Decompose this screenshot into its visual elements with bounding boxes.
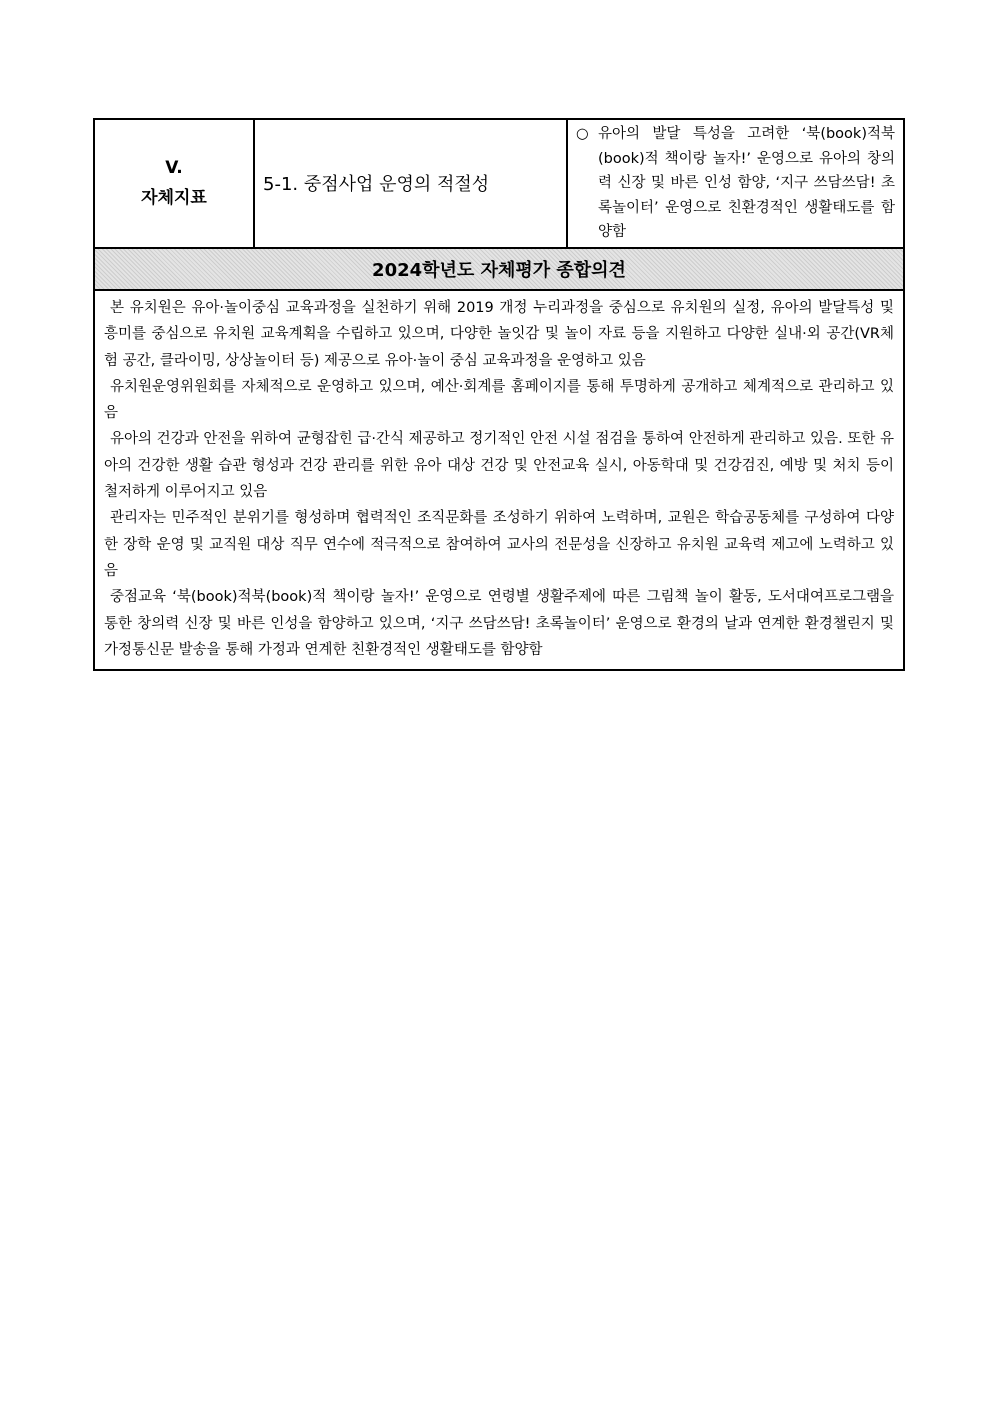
evaluation-document bbox=[93, 118, 905, 671]
summary-body-row bbox=[94, 290, 904, 670]
circle-bullet-icon: ○ bbox=[576, 126, 589, 142]
indicator-category-number: V. bbox=[165, 158, 183, 179]
evaluation-table bbox=[93, 118, 905, 671]
indicator-item-cell bbox=[254, 119, 567, 248]
summary-title-cell bbox=[94, 248, 904, 290]
indicator-description-cell bbox=[567, 119, 904, 248]
indicator-category-label: 자체지표 bbox=[141, 188, 207, 209]
indicator-category-cell bbox=[94, 119, 254, 248]
summary-paragraph: 본 유치원은 유아·놀이중심 교육과정을 실천하기 위해 2019 개정 누리과정을 중심으로 유치원의 실정, 유아의 발달특성 및 흥미를 중심으로 유치원 교육계획을 수립하고 있으며, 다양한 놀잇감 및 놀이 자료 등을 지원하고 다양한 실내·외 공간(VR체험 공간, 클라이밍, 상상놀이터 등) 제공으로 유아·놀이 중심 교육과정을 운영하고 있음 bbox=[104, 299, 894, 369]
summary-title-row bbox=[94, 248, 904, 290]
summary-body-cell bbox=[94, 290, 904, 670]
summary-paragraph: 유아의 건강과 안전을 위하여 균형잡힌 급·간식 제공하고 정기적인 안전 시설 점검을 통하여 안전하게 관리하고 있음. 또한 유아의 건강한 생활 습관 형성과 건강 관리를 위한 유아 대상 건강 및 안전교육 실시, 아동학대 및 건강검진, 예방 및 처치 등이 철저하게 이루어지고 있음 bbox=[104, 431, 894, 501]
summary-title: 2024학년도 자체평가 종합의견 bbox=[372, 259, 626, 281]
indicator-bullet-item bbox=[576, 122, 895, 245]
indicator-item-title: 5-1. 중점사업 운영의 적절성 bbox=[263, 174, 490, 196]
summary-paragraph: 유치원운영위원회를 자체적으로 운영하고 있으며, 예산·회계를 홈페이지를 통해 투명하게 공개하고 체계적으로 관리하고 있음 bbox=[104, 378, 894, 422]
indicator-description-text: 유아의 발달 특성을 고려한 ‘북(book)적북(book)적 책이랑 놀자!’ 운영으로 유아의 창의력 신장 및 바른 인성 함양, ‘지구 쓰담쓰담! 초록놀이터’ 운영으로 친환경적인 생활태도를 함양함 bbox=[598, 126, 895, 241]
indicator-row bbox=[94, 119, 904, 248]
summary-paragraph: 관리자는 민주적인 분위기를 형성하며 협력적인 조직문화를 조성하기 위하여 노력하며, 교원은 학습공동체를 구성하여 다양한 장학 운영 및 교직원 대상 직무 연수에 적극적으로 참여하여 교사의 전문성을 신장하고 유치원 교육력 제고에 노력하고 있음 bbox=[104, 510, 894, 579]
summary-paragraph: 중점교육 ‘북(book)적북(book)적 책이랑 놀자!’ 운영으로 연령별 생활주제에 따른 그림책 놀이 활동, 도서대여프로그램을 통한 창의력 신장 및 바른 인성을 함양하고 있으며, ‘지구 쓰담쓰담! 초록놀이터’ 운영으로 환경의 날과 연계한 환경챌린지 및 가정통신문 발송을 통해 가정과 연계한 친환경적인 생활태도를 함양함 bbox=[104, 589, 894, 658]
